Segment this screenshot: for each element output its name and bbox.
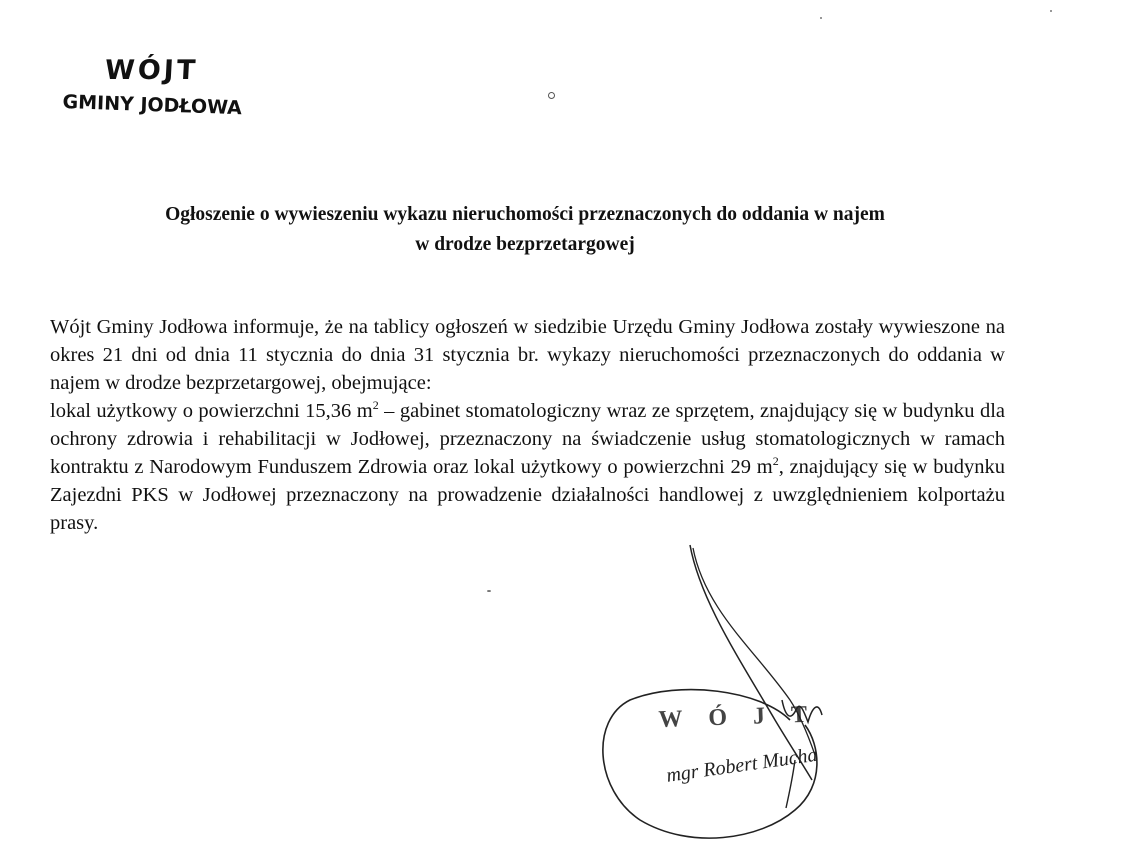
body-text-part3: , znajdujący się w budynku Zajezdni PKS w Jodłowej przeznaczony na prowadzenie działalności handlowej z uwzględnieniem kolportażu prasy. [50,456,1005,534]
scan-speck [1050,10,1052,12]
signature-stroke [693,548,815,755]
document-title-line2: w drodze bezprzetargowej [415,234,635,255]
stamp-name: mgr Robert Mucha [665,743,819,787]
scan-speck [548,92,555,99]
stamp-title: WÓJT [658,700,834,733]
scan-speck [820,17,822,19]
signature-stroke [786,760,795,808]
signature-loop [603,690,817,839]
scan-speck [487,590,491,592]
body-paragraph-properties [50,397,1005,537]
signature-stroke [782,700,822,722]
letterhead-subtitle: GMINY JODŁOWA [62,91,243,120]
body-text-part1: lokal użytkowy o powierzchni 15,36 m [50,400,373,422]
letterhead-title: WÓJT [104,55,200,86]
document-title [50,200,1000,260]
document-title-line1: Ogłoszenie o wywieszeniu wykazu nieruchomości przeznaczonych do oddania w najem [165,204,885,225]
body-text-part2: – gabinet stomatologiczny wraz ze sprzętem, znajdujący się w budynku dla ochrony zdrowia i rehabilitacji w Jodłowej, przeznaczony na świadczenie usług stomatologicznych w ramach kontraktu z Narodowym Funduszem Zdrowia oraz lokal użytkowy o powierzchni 29 m [50,400,1005,478]
body-paragraph-intro: Wójt Gminy Jodłowa informuje, że na tablicy ogłoszeń w siedzibie Urzędu Gminy Jodłowa zostały wywieszone na okres 21 dni od dnia 11 stycznia do dnia 31 stycznia br. wykazy nieruchomości przeznaczonych do oddania w najem w drodze bezprzetargowej, obejmujące: [50,316,1005,394]
signature-stroke [690,545,812,780]
superscript-2: 2 [772,454,779,469]
superscript-2: 2 [372,398,379,413]
document-body [50,313,1005,537]
